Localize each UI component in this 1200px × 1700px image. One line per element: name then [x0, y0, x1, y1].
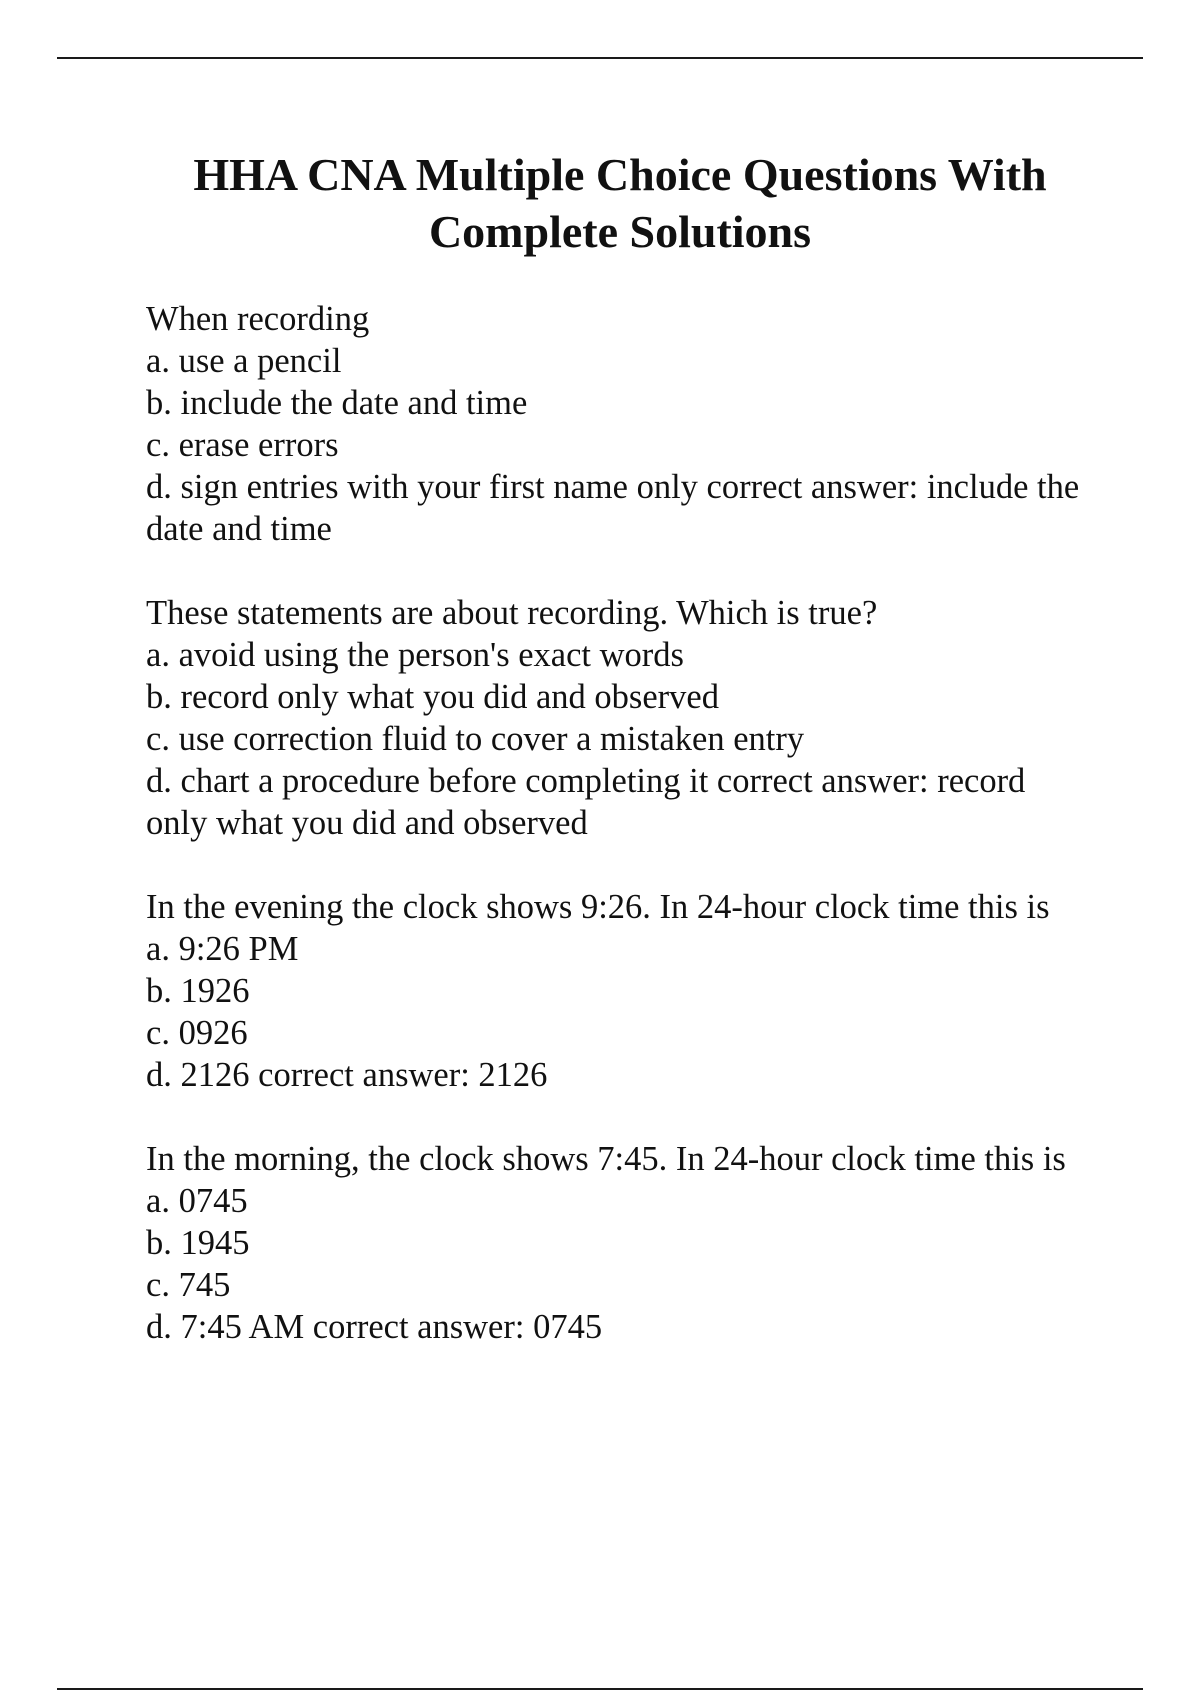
bottom-divider [57, 1688, 1143, 1690]
question-block-3 [146, 886, 1086, 1096]
title-line-1: HHA CNA Multiple Choice Questions With [193, 149, 1047, 200]
page-title [100, 146, 1140, 260]
option-c: c. 0926 [146, 1014, 248, 1052]
question-block-4 [146, 1138, 1086, 1348]
question-block-1 [146, 298, 1086, 550]
question-prompt: These statements are about recording. Which is true? [146, 594, 878, 632]
question-prompt: In the morning, the clock shows 7:45. In 24-hour clock time this is [146, 1140, 1066, 1178]
option-d-with-answer: d. 7:45 AM correct answer: 0745 [146, 1308, 603, 1346]
option-b: b. 1945 [146, 1224, 250, 1262]
option-b: b. 1926 [146, 972, 250, 1010]
option-d-with-answer: d. 2126 correct answer: 2126 [146, 1056, 548, 1094]
option-d-with-answer: d. chart a procedure before completing it correct answer: record only what you did and observed [146, 762, 1026, 842]
option-d-with-answer: d. sign entries with your first name only correct answer: include the date and time [146, 468, 1080, 548]
option-b: b. record only what you did and observed [146, 678, 719, 716]
option-c: c. use correction fluid to cover a mistaken entry [146, 720, 805, 758]
question-prompt: In the evening the clock shows 9:26. In 24-hour clock time this is [146, 888, 1050, 926]
top-divider [57, 57, 1143, 59]
question-list [146, 298, 1086, 1390]
title-line-2: Complete Solutions [428, 206, 812, 257]
option-a: a. 0745 [146, 1182, 248, 1220]
option-a: a. use a pencil [146, 342, 342, 380]
option-b: b. include the date and time [146, 384, 528, 422]
option-a: a. 9:26 PM [146, 930, 299, 968]
question-block-2 [146, 592, 1086, 844]
option-c: c. 745 [146, 1266, 231, 1304]
option-a: a. avoid using the person's exact words [146, 636, 684, 674]
option-c: c. erase errors [146, 426, 339, 464]
question-prompt: When recording [146, 300, 370, 338]
